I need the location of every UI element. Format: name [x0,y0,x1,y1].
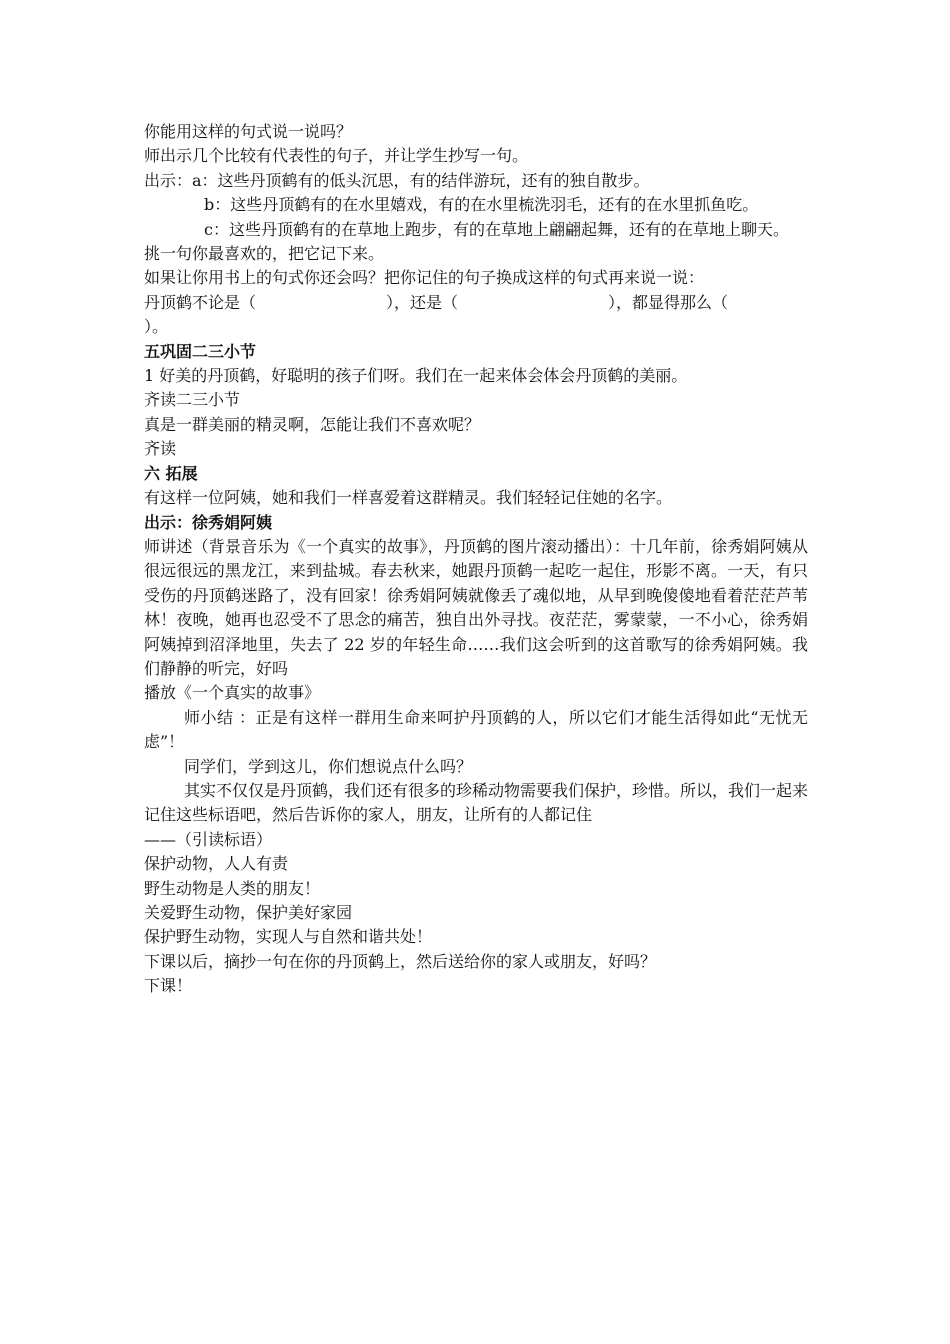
section-heading-5: 五巩固二三小节 [144,341,257,361]
text-line: 下课！ [144,976,193,996]
summary-paragraph: 师小结 ：正是有这样一群用生命来呵护丹顶鹤的人，所以它们才能生活得如此“无忧无虑”！ [144,707,808,752]
fill-in-sentence [144,291,808,315]
text-line: 挑一句你最喜欢的，把它记下来。 [144,244,385,264]
text-line: 你能用这样的句式说一说吗？ [144,122,353,141]
text-line: 齐读二三小节 [144,390,241,410]
slogan: 关爱野生动物，保护美好家园 [144,903,353,922]
slogan: 保护动物，人人有责 [144,854,289,874]
slogan: 保护野生动物，实现人与自然和谐共处！ [144,927,433,947]
example-c: c：这些丹顶鹤有的在草地上跑步，有的在草地上翩翩起舞，还有的在草地上聊天。 [204,219,789,239]
subheading: 出示：徐秀娟阿姨 [144,512,273,532]
text-line: 播放《一个真实的故事》 [144,683,321,703]
slogan-intro-paragraph: 其实不仅仅是丹顶鹤，我们还有很多的珍稀动物需要我们保护，珍惜。所以，我们一起来记住这些标语吧，然后告诉你的家人，朋友，让所有的人都记住 [144,780,809,825]
document-page [144,120,808,999]
text-line: 有这样一位阿姨，她和我们一样喜爱着这群精灵。我们轻轻记住她的名字。 [144,488,673,508]
text-line: 如果让你用书上的句式你还会吗？把你记住的句子换成这样的句式再来说一说： [144,268,705,288]
text-line: 同学们，学到这儿，你们想说点什么吗？ [184,756,473,776]
example-b: b：这些丹顶鹤有的在水里嬉戏，有的在水里梳洗羽毛，还有的在水里抓鱼吃。 [204,195,759,215]
fill-in-part-3: ），都显得那么（ [608,292,729,312]
text-line: 师出示几个比较有代表性的句子，并让学生抄写一句。 [144,146,529,166]
fill-in-end: ）。 [144,317,169,337]
fill-in-part-2: ），还是（ [386,292,459,312]
text-line: 下课以后，摘抄一句在你的丹顶鹤上，然后送给你的家人或朋友，好吗？ [144,951,657,971]
text-line: 真是一群美丽的精灵啊，怎能让我们不喜欢呢？ [144,414,481,434]
text-line: 1 好美的丹顶鹤，好聪明的孩子们呀。我们在一起来体会体会丹顶鹤的美丽。 [144,366,688,386]
text-line: ——（引读标语） [144,829,273,849]
fill-in-part-1: 丹顶鹤不论是（ [144,292,257,312]
text-line: 齐读 [144,439,177,459]
example-a: 出示：a：这些丹顶鹤有的低头沉思，有的结伴游玩，还有的独自散步。 [144,170,650,190]
section-heading-6: 六 拓展 [144,463,198,483]
story-paragraph: 师讲述（背景音乐为《一个真实的故事》，丹顶鹤的图片滚动播出）：十几年前，徐秀娟阿姨从很远很远的黑龙江，来到盐城。春去秋来，她跟丹顶鹤一起吃一起住，形影不离。一天，有只受伤的丹顶鹤迷路了，没有回家！徐秀娟阿姨就像丢了魂似地，从早到晚傻傻地看着茫茫芦苇林！夜晚，她再也忍受不了思念的痛苦，独自出外寻找。夜茫茫，雾蒙蒙，一不小心，徐秀娟阿姨掉到沼泽地里，失去了 22 岁的年轻生命……我们这会听到的这首歌写的徐秀娟阿姨。我们静静的听完，好吗 [144,536,808,678]
slogan: 野生动物是人类的朋友！ [144,878,321,898]
